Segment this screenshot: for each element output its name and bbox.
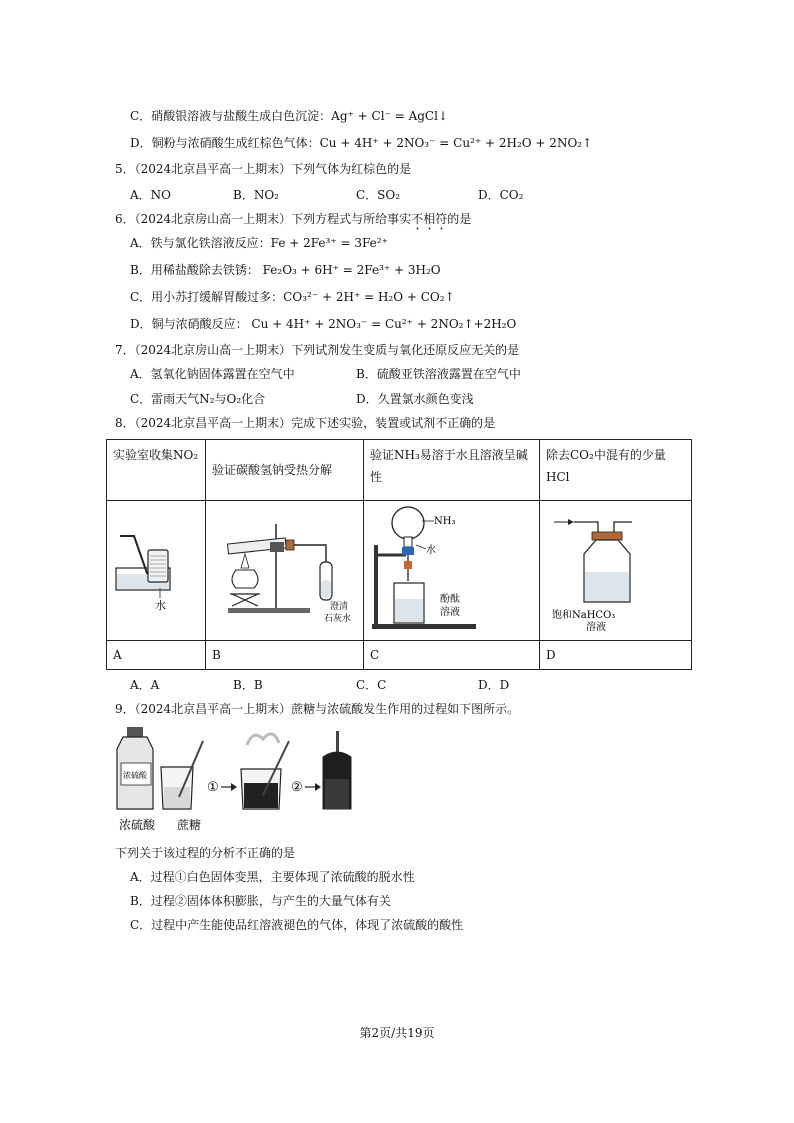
q6-option-c: C．用小苏打缓解胃酸过多：CO₃²⁻ + 2H⁺ = H₂O + CO₂↑ [130,290,455,304]
q6-stem-after: 的是 [447,212,472,226]
q6-option-b: B．用稀盐酸除去铁锈： Fe₂O₃ + 6H⁺ = 2Fe³⁺ + 3H₂O [130,263,441,277]
q8-header-c: 验证NH₃易溶于水且溶液呈碱性 [364,440,540,501]
q9-option-b: B．过程②固体体积膨胀，与产生的大量气体有关 [130,894,391,908]
q5-stem: 5．（2024北京昌平高一上期末）下列气体为红棕色的是 [115,162,412,176]
q8-header-a: 实验室收集NO₂ [107,440,206,501]
q9-stem2: 下列关于该过程的分析不正确的是 [115,846,296,860]
q5-option-b: B．NO₂ [233,188,279,202]
q9-option-a: A．过程①白色固体变黑，主要体现了浓硫酸的脱水性 [130,870,415,884]
q7-option-c: C．雷雨天气N₂与O₂化合 [130,392,266,406]
nh3-fountain-diagram [366,501,538,633]
fig-c-water-label: 水 [425,545,436,556]
q4-option-c: C．硝酸银溶液与盐酸生成白色沉淀：Ag⁺ + Cl⁻ = AgCl↓ [130,109,449,123]
q8-stem: 8．（2024北京昌平高一上期末）完成下述实验，装置或试剂不正确的是 [115,416,496,430]
q6-stem-before: 6．（2024北京房山高一上期末）下列方程式与所给事实 [115,212,412,226]
q8-experiment-table [106,439,692,670]
fig-b-limewater-label-1: 澄清 [329,602,348,612]
fig-d-nahco3-label-2: 溶液 [585,622,606,632]
sugar-acid-reaction-diagram [113,725,373,835]
q7-stem: 7．（2024北京房山高一上期末）下列试剂发生变质与氧化还原反应无关的是 [115,343,520,357]
q9-option-c: C．过程中产生能使品红溶液褪色的气体，体现了浓硫酸的酸性 [130,918,464,932]
nahco3-heating-diagram [208,502,362,632]
q8-label-a: A [107,641,206,670]
q5-option-d: D．CO₂ [478,188,524,202]
q6-stem [115,211,471,233]
q4-option-d: D．铜粉与浓硝酸生成红棕色气体：Cu + 4H⁺ + 2NO₃⁻ = Cu²⁺ + 2H₂O + 2NO₂↑ [130,136,593,150]
q8-figure-a [107,501,206,641]
fig-c-phenolphthalein-label-2: 溶液 [439,607,460,618]
fig-c-nh3-label: NH₃ [433,516,455,527]
q8-label-c: C [364,641,540,670]
q7-option-d: D．久置氯水颜色变浅 [356,392,474,406]
fig9-acid-label: 浓硫酸 [119,818,156,832]
page-footer: 第2页/共19页 [359,1026,435,1040]
q5-option-c: C．SO₂ [356,188,401,202]
q8-figure-d [540,501,692,641]
no2-water-collection-diagram [108,502,204,632]
q6-stem-emphasis: 不相符 [411,212,448,226]
q8-option-c: C．C [356,678,387,692]
q7-option-a: A．氢氧化钠固体露置在空气中 [130,367,295,381]
q7-option-b: B．硫酸亚铁溶液露置在空气中 [356,367,521,381]
q8-header-d: 除去CO₂中混有的少量HCl [540,440,692,501]
fig-c-phenolphthalein-label-1: 酚酞 [439,594,460,605]
gas-washing-bottle-diagram [542,502,690,632]
q8-option-d: D．D [478,678,510,692]
fig9-step2-label: ② [291,780,303,795]
q9-stem: 9．（2024北京昌平高一上期末）蔗糖与浓硫酸发生作用的过程如下图所示。 [115,702,520,716]
fig9-sugar-label: 蔗糖 [177,818,202,832]
fig-a-water-label: 水 [155,599,166,612]
q8-option-b: B．B [233,678,263,692]
fig-d-nahco3-label-1: 饱和NaHCO₃ [551,610,615,621]
q5-option-a: A．NO [130,188,172,202]
q8-option-a: A．A [130,678,160,692]
fig9-step1-label: ① [207,780,219,795]
q8-figure-c [364,501,540,641]
q8-header-b: 验证碳酸氢钠受热分解 [206,440,364,501]
q6-option-d: D．铜与浓硝酸反应： Cu + 4H⁺ + 2NO₃⁻ = Cu²⁺ + 2NO₂↑+2H₂O [130,317,517,331]
q8-label-d: D [540,641,692,670]
fig-b-limewater-label-2: 石灰水 [323,614,351,624]
q6-option-a: A．铁与氯化铁溶液反应：Fe + 2Fe³⁺ = 3Fe²⁺ [130,236,388,250]
fig9-bottle-label: 浓硫酸 [123,771,147,780]
q8-label-b: B [206,641,364,670]
q8-figure-b [206,501,364,641]
